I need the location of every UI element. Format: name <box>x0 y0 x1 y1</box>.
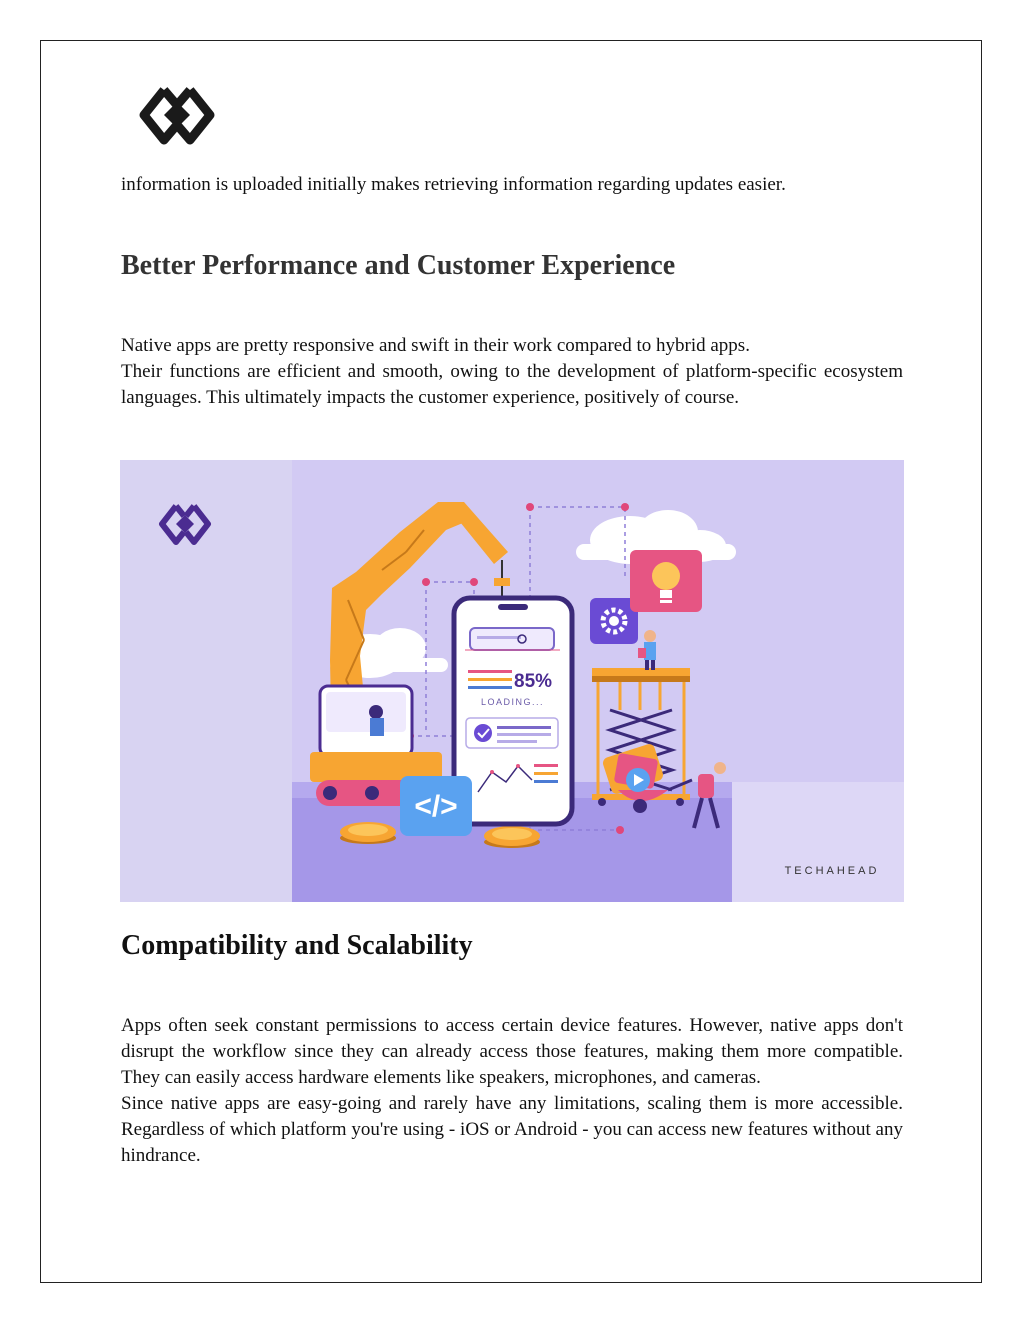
lightbulb-icon <box>630 550 702 612</box>
section-heading-compatibility: Compatibility and Scalability <box>121 930 473 961</box>
coin-stack-icon <box>340 822 396 844</box>
section-performance-body <box>121 333 903 411</box>
native-app-development-illustration <box>120 460 904 902</box>
compatibility-paragraph-2: Since native apps are easy-going and rarely have any limitations, scaling them is more accessible. Regardless of which platform you're using - iOS or Android - you can access new features without any hindrance. <box>121 1093 903 1166</box>
intro-paragraph <box>121 172 903 198</box>
techahead-watermark: TECHAHEAD <box>784 865 880 877</box>
compatibility-paragraph-1: Apps often seek constant permissions to access certain device features. However, native apps don't disrupt the workflow since they can already access those features, making them more compatible. They can easily access hardware elements like speakers, microphones, and cameras. <box>121 1015 903 1088</box>
code-glyph: </> <box>414 790 458 823</box>
performance-paragraph-2: Their functions are efficient and smooth, owing to the development of platform-specific ecosystem languages. This ultimately impacts the customer experience, positively of course. <box>121 361 903 408</box>
section-compatibility-body <box>121 1013 903 1169</box>
diamond-chain-logo-icon <box>138 82 216 148</box>
loading-label: LOADING... <box>481 697 545 707</box>
checkmark-icon <box>474 724 492 742</box>
progress-percent-label: 85% <box>514 671 553 692</box>
intro-text: information is uploaded initially makes retrieving information regarding updates easier. <box>121 174 786 195</box>
code-icon <box>400 776 472 836</box>
coin-stack-icon <box>484 826 540 848</box>
performance-paragraph-1: Native apps are pretty responsive and swift in their work compared to hybrid apps. <box>121 335 750 356</box>
section-heading-performance: Better Performance and Customer Experience <box>121 250 676 281</box>
